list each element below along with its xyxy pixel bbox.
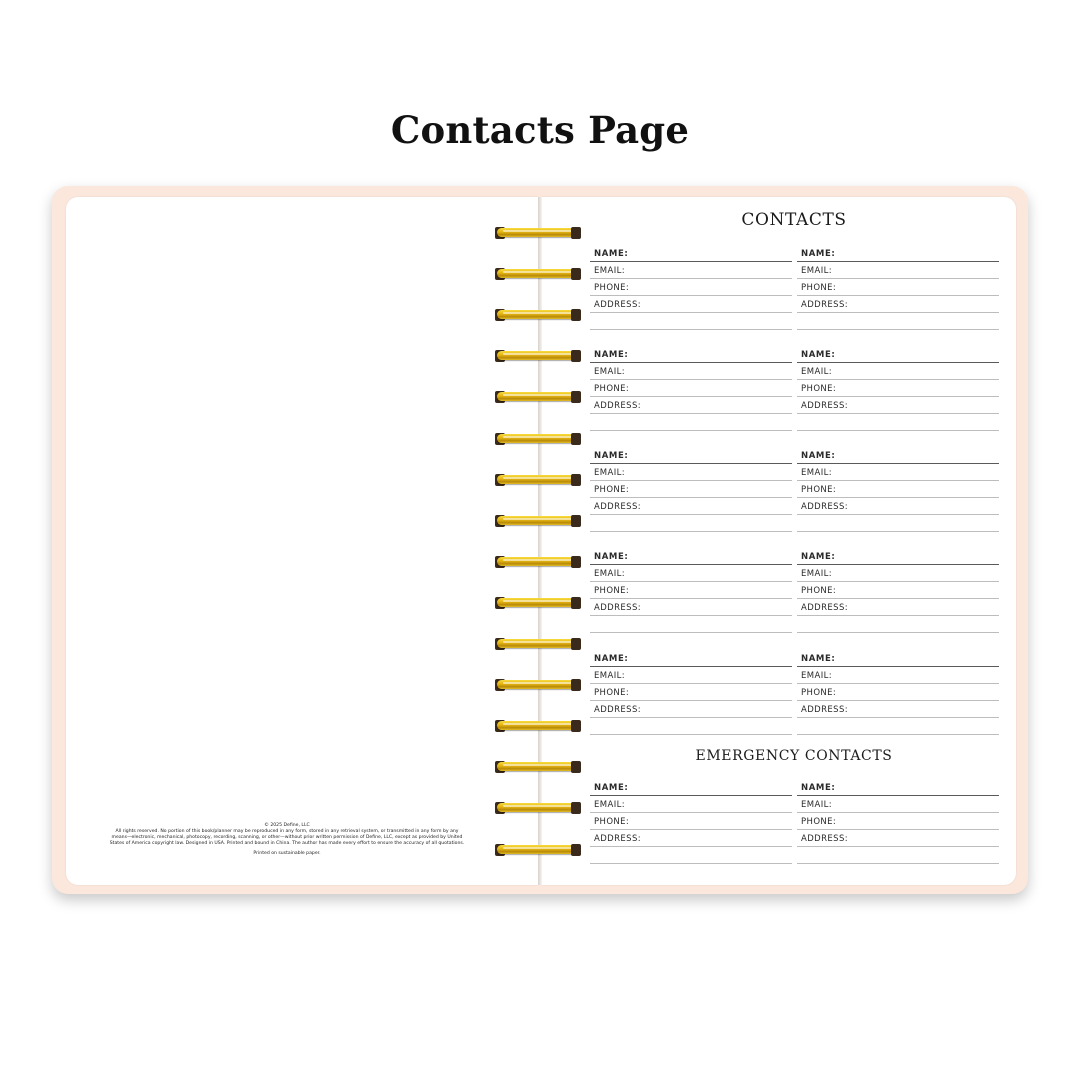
spiral-ring-icon	[495, 308, 581, 322]
copyright-line: © 2025 Define, LLC	[264, 823, 310, 828]
address-label: ADDRESS:	[801, 834, 849, 844]
spiral-ring-icon	[495, 843, 581, 857]
phone-line[interactable]	[590, 278, 792, 296]
name-label: NAME:	[594, 249, 629, 259]
phone-label: PHONE:	[594, 688, 630, 698]
phone-label: PHONE:	[801, 283, 837, 293]
address-line[interactable]	[590, 829, 792, 847]
phone-label: PHONE:	[594, 817, 630, 827]
email-line[interactable]	[590, 666, 792, 684]
spiral-ring-icon	[495, 432, 581, 446]
email-label: EMAIL:	[801, 367, 833, 377]
name-label: NAME:	[594, 451, 629, 461]
address-line[interactable]	[797, 396, 999, 414]
name-line[interactable]	[797, 547, 999, 565]
email-line[interactable]	[797, 666, 999, 684]
phone-label: PHONE:	[594, 586, 630, 596]
email-label: EMAIL:	[801, 800, 833, 810]
rights-text: means—electronic, mechanical, photocopy, recording, scanning, or other—without prior written permission of Define, LLC, except as provided by United	[111, 835, 463, 841]
email-line[interactable]	[590, 362, 792, 380]
address-line[interactable]	[797, 829, 999, 847]
email-label: EMAIL:	[801, 266, 833, 276]
address-line[interactable]	[590, 396, 792, 414]
phone-label: PHONE:	[801, 384, 837, 394]
address-line-2[interactable]	[797, 615, 999, 633]
contact-card	[797, 547, 999, 629]
emergency-contact-card	[590, 778, 792, 860]
contact-card	[590, 649, 792, 731]
name-label: NAME:	[801, 552, 836, 562]
phone-label: PHONE:	[801, 586, 837, 596]
email-line[interactable]	[797, 463, 999, 481]
phone-line[interactable]	[590, 581, 792, 599]
name-label: NAME:	[594, 350, 629, 360]
name-label: NAME:	[594, 552, 629, 562]
address-line-2[interactable]	[590, 717, 792, 735]
name-label: NAME:	[801, 451, 836, 461]
address-line[interactable]	[590, 295, 792, 313]
contact-card	[590, 547, 792, 629]
name-label: NAME:	[801, 783, 836, 793]
email-label: EMAIL:	[801, 468, 833, 478]
address-line-2[interactable]	[590, 846, 792, 864]
spiral-ring-icon	[495, 678, 581, 692]
page-title: Contacts Page	[390, 108, 690, 152]
address-line-2[interactable]	[797, 514, 999, 532]
name-line[interactable]	[797, 778, 999, 796]
phone-label: PHONE:	[594, 283, 630, 293]
spiral-ring-icon	[495, 637, 581, 651]
email-line[interactable]	[797, 261, 999, 279]
name-label: NAME:	[801, 654, 836, 664]
address-line-2[interactable]	[590, 615, 792, 633]
spiral-ring-icon	[495, 226, 581, 240]
address-label: ADDRESS:	[801, 502, 849, 512]
phone-label: PHONE:	[801, 485, 837, 495]
phone-line[interactable]	[590, 812, 792, 830]
spiral-ring-icon	[495, 514, 581, 528]
email-line[interactable]	[590, 564, 792, 582]
address-line[interactable]	[797, 295, 999, 313]
name-line[interactable]	[590, 649, 792, 667]
emergency-contact-card	[797, 778, 999, 860]
contact-card	[797, 649, 999, 731]
address-line[interactable]	[590, 598, 792, 616]
phone-line[interactable]	[797, 812, 999, 830]
phone-line[interactable]	[590, 379, 792, 397]
phone-label: PHONE:	[594, 384, 630, 394]
contact-card	[797, 446, 999, 528]
phone-line[interactable]	[797, 480, 999, 498]
address-line-2[interactable]	[590, 514, 792, 532]
address-label: ADDRESS:	[801, 705, 849, 715]
address-line-2[interactable]	[590, 413, 792, 431]
spiral-ring-icon	[495, 267, 581, 281]
address-label: ADDRESS:	[594, 603, 642, 613]
phone-line[interactable]	[797, 581, 999, 599]
address-label: ADDRESS:	[594, 705, 642, 715]
phone-line[interactable]	[590, 480, 792, 498]
spiral-ring-icon	[495, 349, 581, 363]
name-line[interactable]	[590, 244, 792, 262]
phone-label: PHONE:	[801, 817, 837, 827]
copyright-colophon	[104, 823, 470, 857]
phone-label: PHONE:	[594, 485, 630, 495]
name-label: NAME:	[801, 249, 836, 259]
left-page	[66, 197, 538, 885]
spiral-ring-icon	[495, 473, 581, 487]
phone-line[interactable]	[797, 379, 999, 397]
address-line-2[interactable]	[797, 846, 999, 864]
address-line-2[interactable]	[797, 413, 999, 431]
email-label: EMAIL:	[594, 266, 626, 276]
address-line-2[interactable]	[797, 312, 999, 330]
email-line[interactable]	[590, 795, 792, 813]
contact-card	[590, 345, 792, 427]
email-line[interactable]	[590, 261, 792, 279]
spiral-ring-icon	[495, 760, 581, 774]
rights-text: All rights reserved. No portion of this book/planner may be reproduced in any form, stored in any retrieval system, or transmitted in any form by any	[115, 829, 459, 835]
name-line[interactable]	[590, 345, 792, 363]
contact-card	[590, 446, 792, 528]
contacts-heading: CONTACTS	[741, 210, 847, 230]
address-label: ADDRESS:	[801, 401, 849, 411]
page-gutter	[538, 197, 542, 885]
name-label: NAME:	[594, 654, 629, 664]
phone-line[interactable]	[797, 278, 999, 296]
email-label: EMAIL:	[801, 569, 833, 579]
spiral-ring-icon	[495, 801, 581, 815]
contact-card	[590, 244, 792, 326]
paper-note: Printed on sustainable paper.	[253, 851, 321, 857]
name-line[interactable]	[590, 778, 792, 796]
email-label: EMAIL:	[594, 367, 626, 377]
name-label: NAME:	[801, 350, 836, 360]
email-label: EMAIL:	[594, 569, 626, 579]
rights-text: States of America copyright law. Designed in USA. Printed and bound in China. The author has made every effort to ensure the accuracy of all quotations.	[109, 841, 465, 847]
phone-label: PHONE:	[801, 688, 837, 698]
email-line[interactable]	[590, 463, 792, 481]
address-label: ADDRESS:	[594, 300, 642, 310]
address-line[interactable]	[797, 700, 999, 718]
spiral-ring-icon	[495, 555, 581, 569]
spiral-ring-icon	[495, 719, 581, 733]
email-line[interactable]	[797, 564, 999, 582]
email-label: EMAIL:	[801, 671, 833, 681]
name-line[interactable]	[797, 345, 999, 363]
address-line[interactable]	[590, 700, 792, 718]
contact-card	[797, 244, 999, 326]
address-label: ADDRESS:	[801, 300, 849, 310]
spiral-ring-icon	[495, 390, 581, 404]
email-label: EMAIL:	[594, 468, 626, 478]
phone-line[interactable]	[797, 683, 999, 701]
name-line[interactable]	[797, 649, 999, 667]
address-label: ADDRESS:	[594, 502, 642, 512]
phone-line[interactable]	[590, 683, 792, 701]
email-line[interactable]	[797, 795, 999, 813]
address-line[interactable]	[797, 497, 999, 515]
email-label: EMAIL:	[594, 800, 626, 810]
name-line[interactable]	[797, 244, 999, 262]
name-label: NAME:	[594, 783, 629, 793]
contact-card	[797, 345, 999, 427]
name-line[interactable]	[797, 446, 999, 464]
address-line[interactable]	[590, 497, 792, 515]
spiral-ring-icon	[495, 596, 581, 610]
address-label: ADDRESS:	[594, 834, 642, 844]
emergency-contacts-heading: EMERGENCY CONTACTS	[695, 748, 893, 764]
email-label: EMAIL:	[594, 671, 626, 681]
name-line[interactable]	[590, 446, 792, 464]
address-line[interactable]	[797, 598, 999, 616]
name-line[interactable]	[590, 547, 792, 565]
address-line-2[interactable]	[797, 717, 999, 735]
email-line[interactable]	[797, 362, 999, 380]
address-label: ADDRESS:	[594, 401, 642, 411]
address-label: ADDRESS:	[801, 603, 849, 613]
address-line-2[interactable]	[590, 312, 792, 330]
